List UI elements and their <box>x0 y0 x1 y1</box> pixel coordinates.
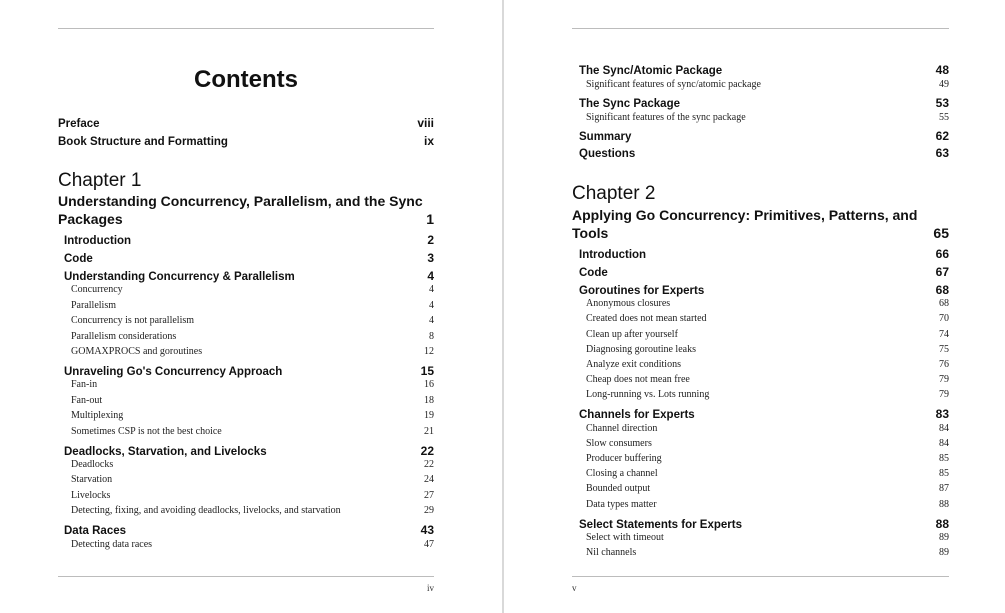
entry-title: Code <box>64 253 93 265</box>
entry-page-number: 84 <box>939 422 949 434</box>
entry-page-number: 18 <box>424 394 434 406</box>
toc-subsection-entry[interactable] <box>586 313 949 324</box>
entry-page-number: 47 <box>424 538 434 550</box>
bottom-rule <box>572 576 949 577</box>
left-page <box>0 0 500 613</box>
entry-title: Created does not mean started <box>586 313 707 325</box>
toc-subsection-entry[interactable] <box>586 483 949 494</box>
toc-subsection-entry[interactable] <box>71 346 434 357</box>
entry-title: GOMAXPROCS and goroutines <box>71 346 203 357</box>
entry-title: Introduction <box>64 235 132 247</box>
entry-page-number: 66 <box>935 247 949 261</box>
entry-title: Analyze exit conditions <box>586 359 681 370</box>
entry-title: Cheap does not mean free <box>586 374 690 386</box>
page-folio: iv <box>426 583 434 593</box>
toc-section-entry[interactable] <box>579 63 949 77</box>
toc-section-entry[interactable] <box>579 247 949 261</box>
toc-subsection-entry[interactable] <box>586 298 949 309</box>
chapter-label: Chapter 1 <box>58 170 142 191</box>
entry-page-number: 29 <box>424 505 434 517</box>
entry-title: Select Statements for Experts <box>579 518 742 531</box>
entry-title: Concurrency is not parallelism <box>71 315 195 327</box>
page-folio: v <box>572 583 577 593</box>
entry-page-number: 88 <box>939 498 949 510</box>
toc-subsection-entry[interactable] <box>71 505 434 516</box>
chapter-label: Chapter 2 <box>572 183 656 204</box>
entry-page-number: 22 <box>424 459 434 470</box>
entry-page-number: 85 <box>939 468 949 480</box>
right-page <box>507 0 1005 613</box>
book-spine <box>502 0 504 613</box>
toc-subsection-entry[interactable] <box>586 112 949 123</box>
toc-subsection-entry[interactable] <box>586 359 949 370</box>
entry-title: Code <box>579 267 608 279</box>
entry-page-number: 89 <box>939 531 949 543</box>
entry-title: Deadlocks <box>71 459 114 470</box>
entry-title: Preface <box>58 118 100 130</box>
entry-title: Goroutines for Experts <box>579 285 705 297</box>
contents-title: Contents <box>194 66 298 93</box>
toc-section-entry[interactable] <box>64 269 434 283</box>
toc-subsection-entry[interactable] <box>71 300 434 311</box>
entry-title: Significant features of the sync package <box>586 112 746 123</box>
toc-subsection-entry[interactable] <box>586 532 949 543</box>
entry-title: Closing a channel <box>586 468 658 480</box>
entry-page-number: 75 <box>939 343 949 355</box>
entry-page-number: 79 <box>939 374 949 386</box>
entry-title: Summary <box>579 131 632 143</box>
toc-section-entry[interactable] <box>579 265 949 279</box>
entry-title: Significant features of sync/atomic package <box>586 79 761 90</box>
toc-subsection-entry[interactable] <box>586 547 949 558</box>
entry-page-number: 49 <box>939 79 949 90</box>
entry-title: Unraveling Go's Concurrency Approach <box>64 366 283 378</box>
entry-page-number: 63 <box>935 146 949 160</box>
toc-subsection-entry[interactable] <box>586 499 949 510</box>
toc-subsection-entry[interactable] <box>586 438 949 449</box>
entry-title: The Sync Package <box>579 98 680 110</box>
entry-title: Detecting, fixing, and avoiding deadlocks, livelocks, and starvation <box>71 505 341 517</box>
entry-page-number: 48 <box>935 63 949 77</box>
top-rule <box>572 28 949 29</box>
toc-subsection-entry[interactable] <box>586 453 949 464</box>
toc-subsection-entry[interactable] <box>586 423 949 434</box>
entry-page-number: 84 <box>939 437 949 449</box>
toc-section-entry[interactable] <box>579 407 949 421</box>
entry-page-number: 4 <box>429 315 434 327</box>
toc-subsection-entry[interactable] <box>71 379 434 390</box>
toc-section-entry[interactable] <box>579 96 949 110</box>
toc-subsection-entry[interactable] <box>586 374 949 385</box>
entry-title: Sometimes CSP is not the best choice <box>71 425 222 437</box>
entry-title: Bounded output <box>586 483 651 495</box>
toc-subsection-entry[interactable] <box>586 344 949 355</box>
entry-title: Deadlocks, Starvation, and Livelocks <box>64 445 267 458</box>
entry-page-number: 4 <box>429 299 434 311</box>
entry-title: Parallelism considerations <box>71 330 177 342</box>
toc-section-entry[interactable] <box>579 283 949 297</box>
entry-page-number: 19 <box>424 410 434 422</box>
entry-title: Channel direction <box>586 422 658 434</box>
chapter-page-number: 65 <box>933 225 949 241</box>
entry-title: Long-running vs. Lots running <box>586 389 710 401</box>
entry-title: Select with timeout <box>586 531 664 543</box>
entry-page-number: 74 <box>939 328 949 340</box>
top-rule <box>58 28 434 29</box>
entry-page-number: 79 <box>939 389 949 401</box>
entry-page-number: 4 <box>429 284 434 296</box>
toc-section-entry[interactable] <box>64 364 434 378</box>
toc-subsection-entry[interactable] <box>586 329 949 340</box>
toc-subsection-entry[interactable] <box>586 79 949 90</box>
entry-title: Fan-out <box>71 394 103 406</box>
entry-title: Introduction <box>579 249 647 261</box>
entry-page-number: 53 <box>935 96 949 110</box>
entry-title: Book Structure and Formatting <box>58 136 228 148</box>
toc-section-entry[interactable] <box>64 523 434 537</box>
toc-section-entry[interactable] <box>58 116 434 130</box>
entry-title: Concurrency <box>71 284 123 296</box>
toc-subsection-entry[interactable] <box>586 468 949 479</box>
toc-section-entry[interactable] <box>58 134 434 148</box>
entry-title: Data types matter <box>586 498 657 510</box>
entry-page-number: 68 <box>939 298 949 310</box>
toc-section-entry[interactable] <box>579 129 949 143</box>
entry-page-number: 62 <box>935 129 949 143</box>
entry-title: Parallelism <box>71 299 116 311</box>
entry-title: Producer buffering <box>586 453 662 464</box>
entry-title: Starvation <box>71 474 113 486</box>
chapter-title-line-1: Applying Go Concurrency: Primitives, Patterns, and <box>572 207 918 223</box>
entry-title: Channels for Experts <box>579 409 695 422</box>
toc-subsection-entry[interactable] <box>71 395 434 406</box>
toc-section-entry[interactable] <box>579 517 949 531</box>
entry-title: Slow consumers <box>586 437 652 449</box>
toc-subsection-entry[interactable] <box>71 459 434 470</box>
entry-page-number: 12 <box>424 346 434 357</box>
toc-subsection-entry[interactable] <box>71 539 434 550</box>
entry-title: Questions <box>579 148 636 160</box>
chapter-title <box>572 206 942 242</box>
toc-subsection-entry[interactable] <box>71 474 434 485</box>
entry-title: Multiplexing <box>71 410 124 422</box>
toc-subsection-entry[interactable] <box>71 284 434 295</box>
toc-subsection-entry[interactable] <box>71 426 434 437</box>
chapter-title-line-1: Understanding Concurrency, Parallelism, and the Sync <box>58 193 423 209</box>
toc-section-entry[interactable] <box>579 146 949 160</box>
entry-page-number: 43 <box>420 523 434 538</box>
entry-title: Data Races <box>64 525 127 538</box>
toc-subsection-entry[interactable] <box>71 315 434 326</box>
entry-title: Understanding Concurrency & Parallelism <box>64 271 295 283</box>
entry-title: Nil channels <box>586 547 637 558</box>
entry-page-number: 85 <box>939 453 949 464</box>
chapter-title-line-2: Tools <box>572 225 609 241</box>
toc-subsection-entry[interactable] <box>71 490 434 501</box>
entry-page-number: 88 <box>935 516 949 531</box>
chapter-page-number: 1 <box>426 211 434 227</box>
entry-page-number: 87 <box>939 483 949 495</box>
entry-title: Livelocks <box>71 489 111 501</box>
toc-section-entry[interactable] <box>64 233 434 247</box>
entry-title: Detecting data races <box>71 538 153 550</box>
chapter-title-line-2: Packages <box>58 211 123 227</box>
entry-page-number: viii <box>417 116 434 130</box>
entry-page-number: 67 <box>935 265 949 279</box>
entry-title: The Sync/Atomic Package <box>579 65 723 77</box>
entry-page-number: 16 <box>424 379 434 391</box>
toc-subsection-entry[interactable] <box>71 331 434 342</box>
entry-page-number: 8 <box>429 330 434 342</box>
entry-page-number: 24 <box>424 474 434 486</box>
entry-page-number: 76 <box>939 359 949 370</box>
entry-title: Clean up after yourself <box>586 328 678 340</box>
entry-page-number: 68 <box>935 283 949 297</box>
entry-page-number: 27 <box>424 489 434 501</box>
entry-page-number: 22 <box>420 443 434 458</box>
entry-title: Fan-in <box>71 379 98 391</box>
entry-page-number: 55 <box>939 112 949 123</box>
entry-page-number: 21 <box>424 425 434 437</box>
entry-page-number: ix <box>423 134 434 148</box>
toc-section-entry[interactable] <box>64 251 434 265</box>
entry-page-number: 89 <box>939 547 949 558</box>
toc-section-entry[interactable] <box>64 444 434 458</box>
entry-page-number: 4 <box>427 269 434 283</box>
entry-page-number: 15 <box>420 364 434 378</box>
entry-page-number: 70 <box>939 313 949 325</box>
entry-title: Anonymous closures <box>586 298 671 310</box>
chapter-title <box>58 192 438 228</box>
entry-title: Diagnosing goroutine leaks <box>586 343 696 355</box>
entry-page-number: 3 <box>427 251 434 265</box>
entry-page-number: 2 <box>427 233 434 247</box>
toc-subsection-entry[interactable] <box>71 410 434 421</box>
entry-page-number: 83 <box>935 407 949 422</box>
toc-subsection-entry[interactable] <box>586 389 949 400</box>
bottom-rule <box>58 576 434 577</box>
